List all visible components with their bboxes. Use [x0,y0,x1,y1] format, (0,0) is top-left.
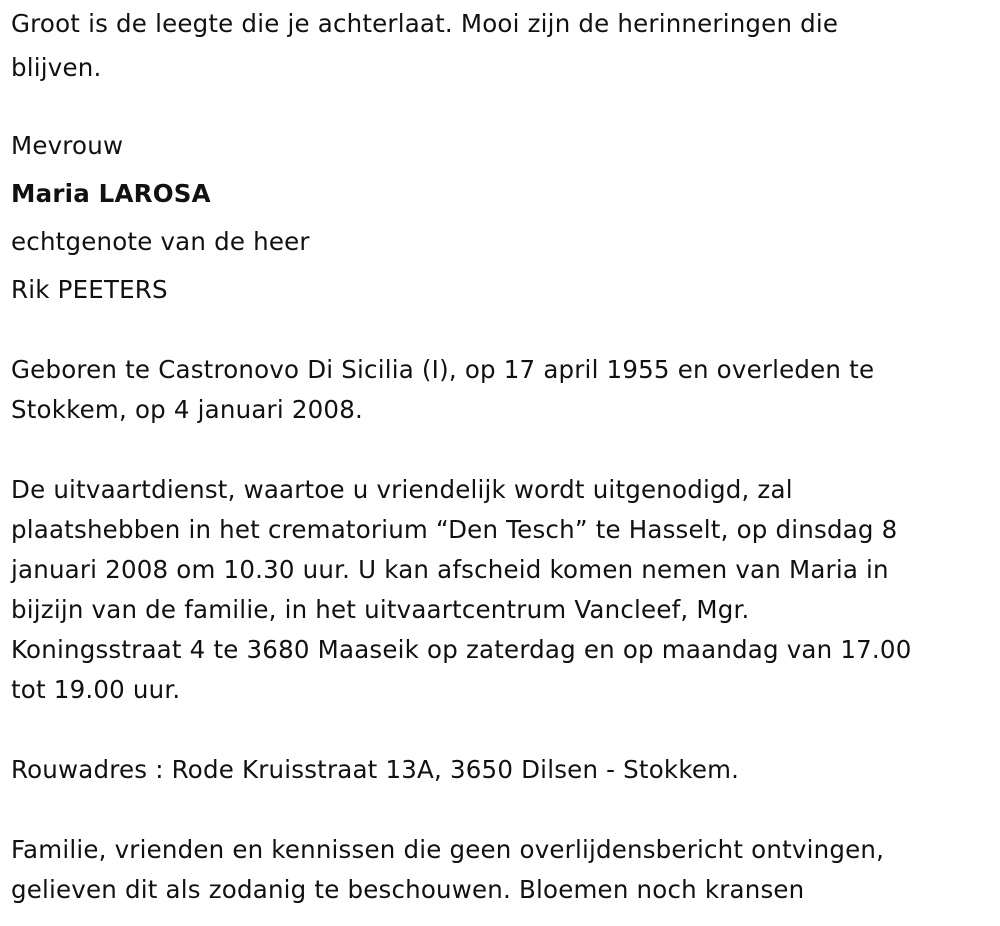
mourning-address: Rouwadres : Rode Kruisstraat 13A, 3650 Dilsen - Stokkem. [11,755,740,784]
quote-line-1: Groot is de leegte die je achterlaat. Mooi zijn de herinneringen die [11,9,839,38]
funeral-line-2: plaatshebben in het crematorium “Den Tesch” te Hasselt, op dinsdag 8 [11,515,898,544]
funeral-line-1: De uitvaartdienst, waartoe u vriendelijk wordt uitgenodigd, zal [11,475,793,504]
family-note-line-1: Familie, vrienden en kennissen die geen overlijdensbericht ontvingen, [11,835,885,864]
funeral-line-5: Koningsstraat 4 te 3680 Maaseik op zaterdag en op maandag van 17.00 [11,635,912,664]
honorific-title: Mevrouw [11,131,124,160]
funeral-line-6: tot 19.00 uur. [11,675,181,704]
family-note-line-2: gelieven dit als zodanig te beschouwen. Bloemen noch kransen [11,875,805,904]
birth-death-line-1: Geboren te Castronovo Di Sicilia (I), op 17 april 1955 en overleden te [11,355,875,384]
quote-line-2: blijven. [11,53,102,82]
spouse-name: Rik PEETERS [11,275,168,304]
funeral-line-4: bijzijn van de familie, in het uitvaartcentrum Vancleef, Mgr. [11,595,750,624]
birth-death-line-2: Stokkem, op 4 januari 2008. [11,395,363,424]
deceased-name: Maria LAROSA [11,179,211,208]
relation-text: echtgenote van de heer [11,227,310,256]
funeral-line-3: januari 2008 om 10.30 uur. U kan afscheid komen nemen van Maria in [11,555,889,584]
